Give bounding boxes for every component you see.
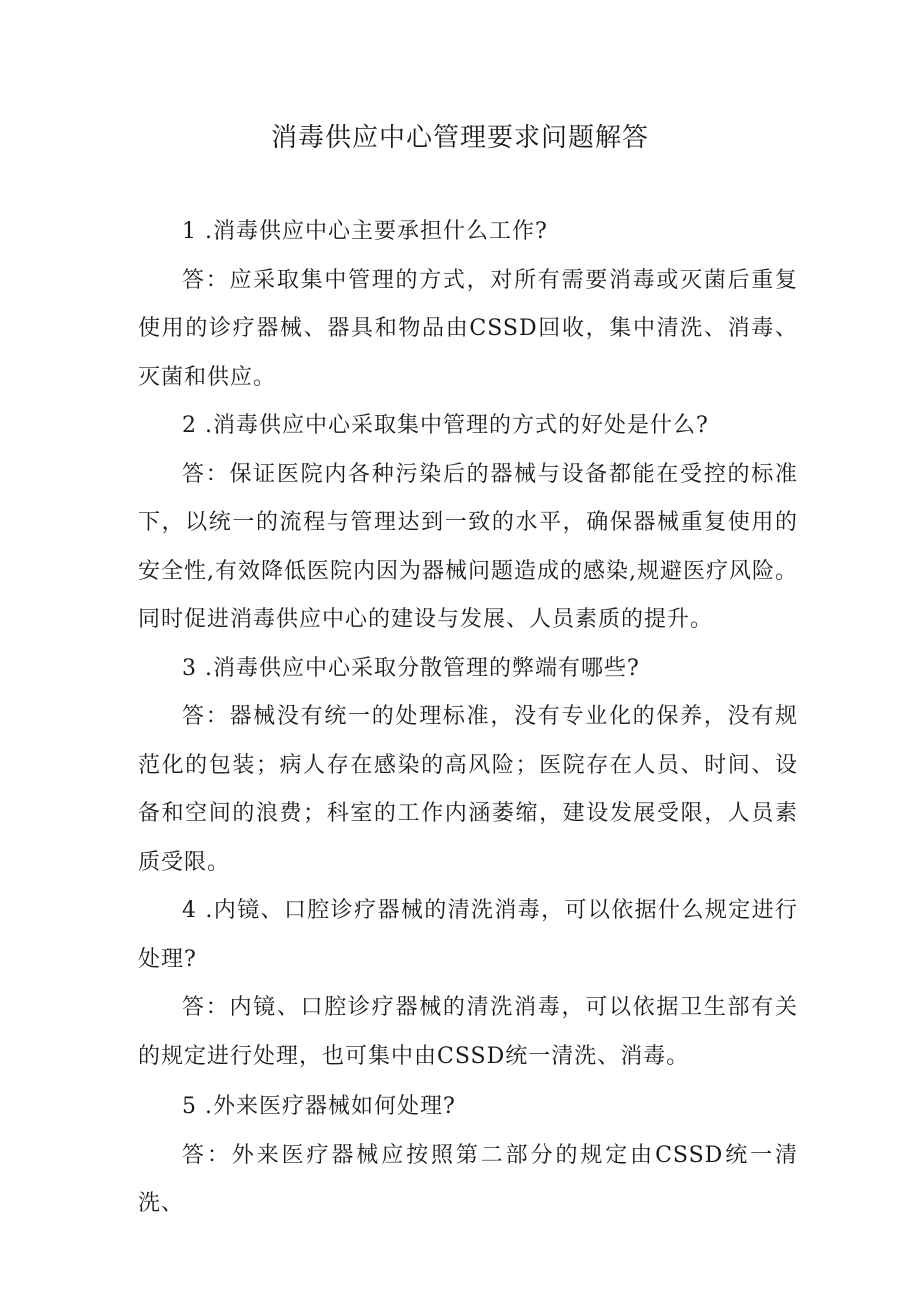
question-1: 1 .消毒供应中心主要承担什么工作? — [182, 219, 548, 244]
answer-4: 答：内镜、口腔诊疗器械的清洗消毒，可以依据卫生部有关的规定进行处理，也可集中由CSSD统一清洗、消毒。 — [138, 995, 798, 1069]
question-5: 5 .外来医疗器械如何处理? — [182, 1094, 456, 1119]
document-title: 消毒供应中心管理要求问题解答 — [270, 123, 649, 153]
answer-3: 答：器械没有统一的处理标准，没有专业化的保养，没有规范化的包装；病人存在感染的高风险；医院存在人员、时间、设备和空间的浪费；科室的工作内涵萎缩，建设发展受限，人员素质受限。 — [138, 704, 798, 875]
question-3: 3 .消毒供应中心采取分散管理的弊端有哪些? — [182, 655, 640, 681]
answer-5: 答：外来医疗器械应按照第二部分的规定由CSSD统一清洗、 — [138, 1142, 798, 1216]
answer-2: 答：保证医院内各种污染后的器械与设备都能在受控的标准下，以统一的流程与管理达到一致的水平，确保器械重复使用的安全性,有效降低医院内因为器械问题造成的感染,规避医疗风险。同时促进消毒供应中心的建设与发展、人员素质的提升。 — [138, 461, 798, 632]
document-body — [138, 208, 798, 1229]
question-4: 4 .内镜、口腔诊疗器械的清洗消毒，可以依据什么规定进行处理? — [138, 898, 798, 972]
question-2: 2 .消毒供应中心采取集中管理的方式的好处是什么? — [182, 413, 709, 438]
answer-1: 答：应采取集中管理的方式，对所有需要消毒或灭菌后重复使用的诊疗器械、器具和物品由CSSD回收，集中清洗、消毒、灭菌和供应。 — [138, 267, 798, 390]
